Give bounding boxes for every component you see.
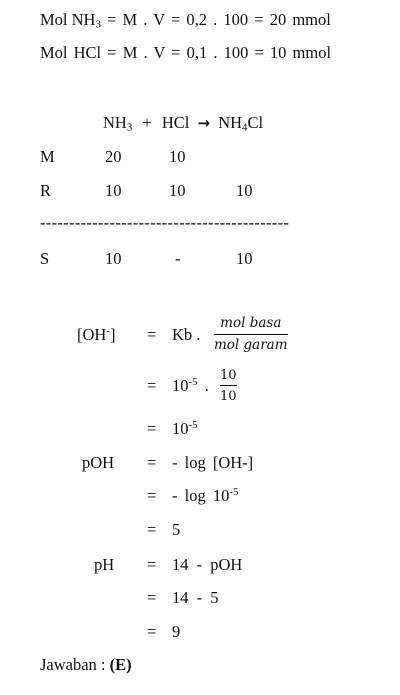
fraction2-bar — [220, 385, 237, 386]
fraction2-denominator: 10 — [220, 389, 237, 404]
line6-value: 5 — [172, 520, 181, 539]
poh-label: pOH — [82, 453, 115, 472]
mol-nh3-expression: = M . V = 0,2 . 100 = 20 mmol — [100, 10, 331, 29]
row-s-col2: - — [175, 249, 181, 268]
fraction-denominator: mol garam — [214, 336, 288, 353]
plus-sign: + — [142, 113, 152, 132]
equals-8: = — [147, 588, 157, 607]
equals-5: = — [147, 486, 157, 505]
equals-4: = — [147, 453, 157, 472]
line5-expression: - $\log 10^{-5}$ — [172, 486, 239, 505]
line2-power: $10^{-5}$ . — [172, 376, 209, 395]
reaction-equation — [103, 115, 263, 132]
row-s-col3: 10 — [236, 249, 253, 268]
line3-power: $10^{-5}$ — [172, 419, 198, 438]
row-m-col1: 20 — [105, 147, 122, 166]
equals-1: = — [147, 325, 157, 344]
mol-nh3-subscript: 3 — [95, 18, 101, 31]
line7-expression: 14 - pOH — [172, 555, 243, 574]
mol-hcl-text: Mol HCl = M . V = 0,1 . 100 = 10 mmol — [40, 43, 332, 62]
answer-line — [40, 657, 132, 674]
equals-9: = — [147, 622, 157, 641]
row-r-col1: 10 — [105, 181, 122, 200]
equals-7: = — [147, 555, 157, 574]
row-r-col2: 10 — [169, 181, 186, 200]
equals-2: = — [147, 376, 157, 395]
multiply-dot: . — [204, 376, 209, 395]
answer-value: (E) — [109, 655, 132, 674]
mol-nh3-line — [40, 12, 331, 29]
row-m-col2: 10 — [169, 147, 186, 166]
kb-term: Kb . — [172, 325, 201, 344]
row-s-col1: 10 — [105, 249, 122, 268]
row-label-r: R — [40, 181, 52, 200]
line9-value: 9 — [172, 622, 181, 641]
fraction-bar — [214, 334, 288, 335]
mol-hcl-line — [40, 45, 331, 62]
answer-label: Jawaban : — [40, 655, 110, 674]
right-arrow-icon: → — [197, 114, 211, 132]
product-nh4cl: $NH_4Cl$ — [218, 113, 264, 134]
row-label-s: S — [40, 249, 50, 268]
fraction-mol-basa-over-mol-garam — [214, 317, 288, 352]
equals-3: = — [147, 419, 157, 438]
oh-label: [OH-] — [77, 325, 116, 344]
fraction2-numerator: 10 — [220, 368, 237, 383]
fraction-numerator: mol basa — [220, 315, 282, 331]
ph-label: pH — [94, 555, 115, 574]
reactant-hcl: HCl — [161, 113, 190, 132]
row-label-m: M — [40, 147, 55, 166]
line4-expression: - log [OH-] — [172, 453, 254, 472]
equals-6: = — [147, 520, 157, 539]
row-r-col3: 10 — [236, 181, 253, 200]
line8-expression: 14 - 5 — [172, 588, 219, 607]
reactant-nh3: $NH_3$ — [103, 113, 133, 134]
table-divider: ------------------------------------------- — [40, 213, 290, 232]
mol-nh3-prefix: Mol NH — [40, 10, 96, 29]
fraction-10-over-10 — [220, 369, 237, 403]
